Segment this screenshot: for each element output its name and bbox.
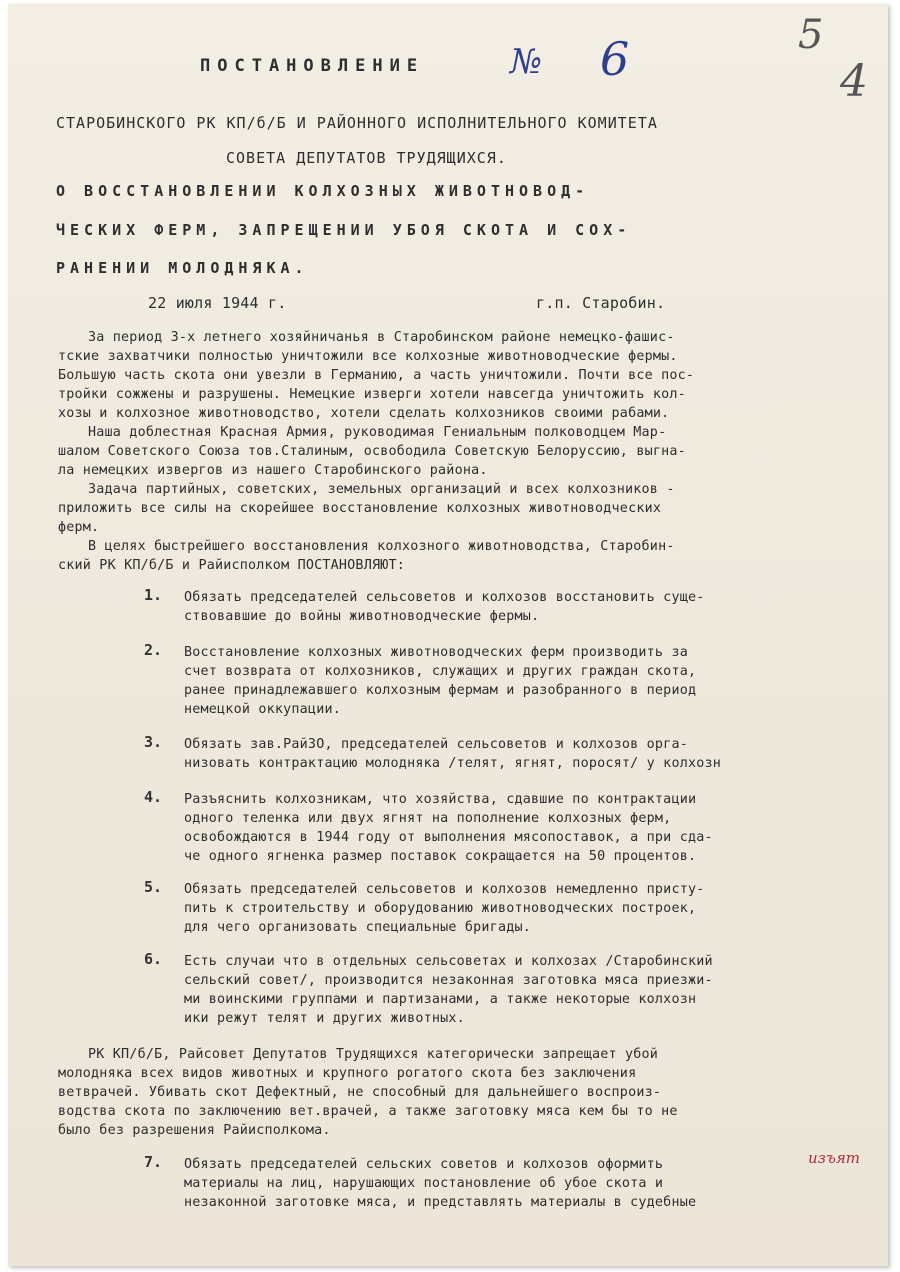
item-line: низовать контрактацию молодняка /телят, ягнят, поросят/ у колхозн xyxy=(184,756,722,771)
document-page xyxy=(8,4,888,1266)
item-line: Обязать зав.РайЗО, председателей сельсоветов и колхозов орга- xyxy=(184,737,688,752)
preamble-line: шалом Советского Союза тов.Сталиным, освободила Советскую Белоруссию, выгна- xyxy=(58,444,686,459)
item-number: 6. xyxy=(144,950,163,968)
item-number: 3. xyxy=(144,733,163,751)
item-line: Разъяснить колхозникам, что хозяйства, сдавшие по контрактации xyxy=(184,792,697,807)
item-line: ствовавшие до войны животноводческие фермы. xyxy=(184,609,540,624)
document-number: 6 xyxy=(600,32,630,86)
item-line: счет возврата от колхозников, служащих и других граждан скота, xyxy=(184,664,697,679)
issuer-line-1: СТАРОБИНСКОГО РК КП/б/Б И РАЙОННОГО ИСПОЛНИТЕЛЬНОГО КОМИТЕТА xyxy=(56,114,658,132)
preamble-line: Задача партийных, советских, земельных организаций и всех колхозников - xyxy=(88,482,675,497)
item-line: че одного ягненка размер поставок сокращается на 50 процентов. xyxy=(184,849,697,864)
item-line: ми воинскими группами и партизанами, а также некоторые колхозн xyxy=(184,992,697,1007)
item-line: ики режут телят и других животных. xyxy=(184,1011,465,1026)
preamble-line: В целях быстрейшего восстановления колхозного животноводства, Старобин- xyxy=(88,539,675,554)
preamble-line: За период 3-х летнего хозяйничанья в Старобинском районе немецко-фашис- xyxy=(88,330,675,345)
item-number: 2. xyxy=(144,641,163,659)
item-line: материалы на лиц, нарушающих постановление об убое скота и xyxy=(184,1176,664,1191)
preamble-line: тские захватчики полностью уничтожили все колхозные животноводческие фермы. xyxy=(58,349,678,364)
number-mark: № xyxy=(510,42,543,82)
item-line: Восстановление колхозных животноводческих ферм производить за xyxy=(184,645,688,660)
item-line: Обязать председателей сельсоветов и колхозов восстановить суще- xyxy=(184,590,705,605)
preamble-line: ферм. xyxy=(58,520,100,535)
item-line: незаконной заготовке мяса, и представлять материалы в судебные xyxy=(184,1195,697,1210)
item-number: 5. xyxy=(144,878,163,896)
document-title: ПОСТАНОВЛЕНИЕ xyxy=(200,56,425,76)
item-line: для чего организовать специальные бригады. xyxy=(184,920,531,935)
closing-line: водства скота по заключению вет.врачей, а также заготовку мяса кем бы то не xyxy=(58,1104,678,1119)
issuer-line-2: СОВЕТА ДЕПУТАТОВ ТРУДЯЩИХСЯ. xyxy=(226,149,507,167)
item-line: пить к строительству и оборудованию животноводческих построек, xyxy=(184,901,697,916)
subject-line-2: ЧЕСКИХ ФЕРМ, ЗАПРЕЩЕНИИ УБОЯ СКОТА И СОХ- xyxy=(56,221,632,239)
item-line: ранее принадлежавшего колхозным фермам и разобранного в период xyxy=(184,683,697,698)
archive-annotation-top: 5 xyxy=(798,12,824,58)
item-line: сельский совет/, производится незаконная заготовка мяса приезжи- xyxy=(184,973,713,988)
document-date: 22 июля 1944 г. xyxy=(148,294,287,312)
item-line: одного теленка или двух ягнят на пополнение колхозных ферм, xyxy=(184,811,672,826)
margin-correction: изъят xyxy=(808,1149,860,1167)
document-place: г.п. Старобин. xyxy=(536,294,666,312)
preamble-line: ла немецких извергов из нашего Старобинского района. xyxy=(58,463,488,478)
closing-line: РК КП/б/Б, Райсовет Депутатов Трудящихся категорически запрещает убой xyxy=(88,1047,659,1062)
preamble-line: приложить все силы на скорейшее восстановление колхозных животноводческих xyxy=(58,501,662,516)
closing-line: ветврачей. Убивать скот Дефектный, не способный для дальнейшего воспроиз- xyxy=(58,1085,662,1100)
preamble-line: хозы и колхозное животноводство, хотели сделать колхозников своими рабами. xyxy=(58,406,670,421)
item-number: 4. xyxy=(144,788,163,806)
closing-line: молодняка всех видов животных и крупного рогатого скота без заключения xyxy=(58,1066,637,1081)
archive-annotation-bottom: 4 xyxy=(840,56,868,107)
item-line: Обязать председателей сельсоветов и колхозов немедленно присту- xyxy=(184,882,705,897)
item-number: 7. xyxy=(144,1153,163,1171)
preamble-line: Большую часть скота они увезли в Германию, а часть уничтожили. Почти все пос- xyxy=(58,368,695,383)
preamble-line: ский РК КП/б/Б и Райисполком ПОСТАНОВЛЯЮТ: xyxy=(58,558,405,573)
subject-line-1: О ВОССТАНОВЛЕНИИ КОЛХОЗНЫХ ЖИВОТНОВОД- xyxy=(56,182,590,200)
item-line: Обязать председателей сельских советов и колхозов оформить xyxy=(184,1157,664,1172)
item-line: освобождаются в 1944 году от выполнения мясопоставок, а при сда- xyxy=(184,830,713,845)
subject-line-3: РАНЕНИИ МОЛОДНЯКА. xyxy=(56,259,309,277)
closing-line: было без разрешения Райисполкома. xyxy=(58,1123,331,1138)
item-line: немецкой оккупации. xyxy=(184,702,341,717)
item-number: 1. xyxy=(144,586,163,604)
preamble-line: Наша доблестная Красная Армия, руководимая Гениальным полководцем Мар- xyxy=(88,425,667,440)
preamble-line: тройки сожжены и разрушены. Немецкие изверги хотели навсегда уничтожить кол- xyxy=(58,387,686,402)
item-line: Есть случаи что в отдельных сельсоветах и колхозах /Старобинский xyxy=(184,954,713,969)
